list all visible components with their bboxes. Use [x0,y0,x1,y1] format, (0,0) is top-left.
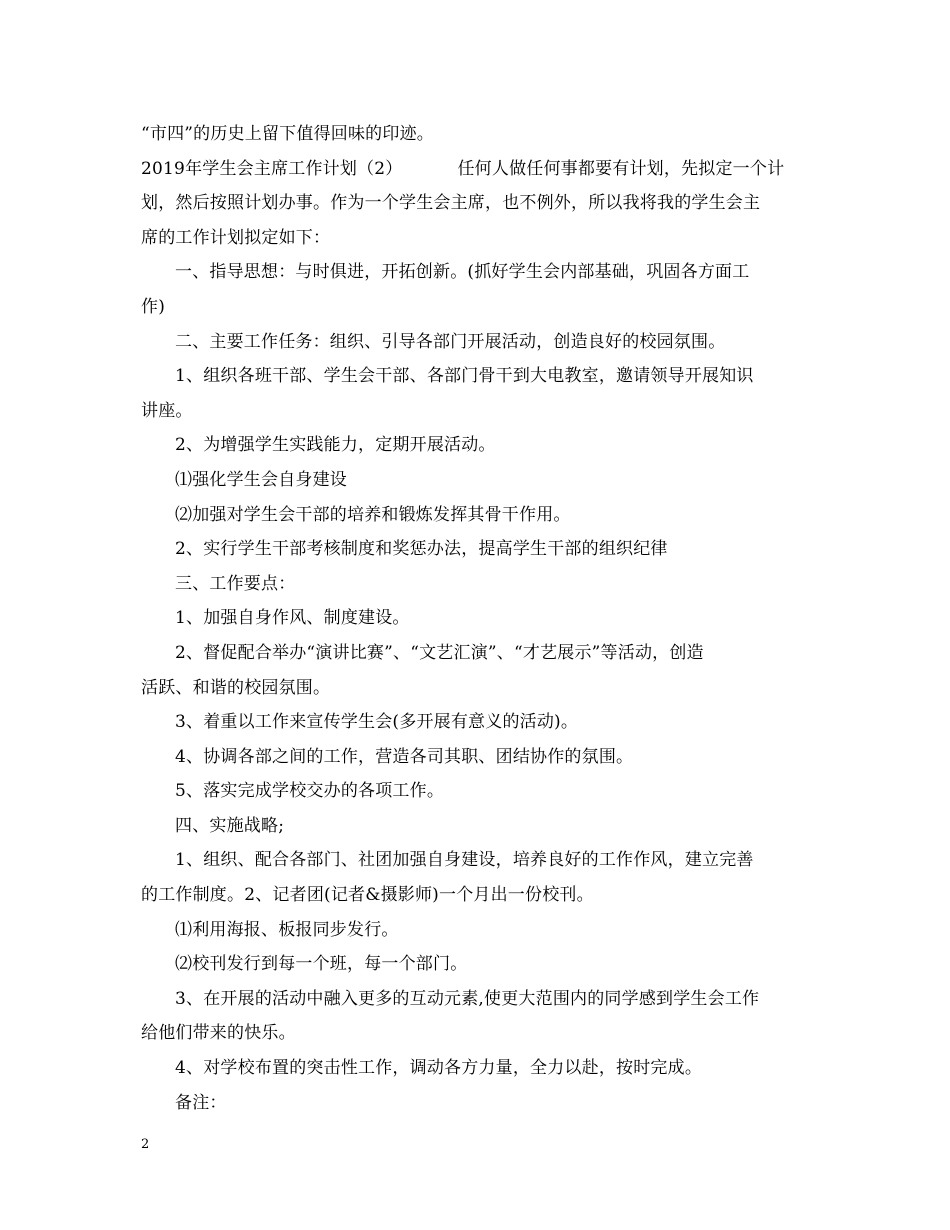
text-line [141,152,813,187]
text-line: 二、主要工作任务：组织、引导各部门开展活动，创造良好的校园氛围。 [175,331,726,352]
text-line: 4、协调各部之间的工作，营造各司其职、团结协作的氛围。 [175,746,634,767]
text-line: 2、督促配合举办“演讲比赛”、“文艺汇演”、“才艺展示”等活动，创造 [175,642,704,663]
text-line: 备注： [175,1092,227,1113]
page-number: 2 [141,1137,150,1152]
text-line: 三、工作要点： [175,573,296,594]
text-line: 划，然后按照计划办事。作为一个学生会主席，也不例外，所以我将我的学生会主 [141,193,761,214]
document-body [141,117,813,1120]
text-line: 给他们带来的快乐。 [141,1023,296,1044]
text-line: 1、组织各班干部、学生会干部、各部门骨干到大电教室，邀请领导开展知识 [175,366,754,387]
text-line: 2、为增强学生实践能力，定期开展活动。 [175,435,496,456]
text-line: 3、在开展的活动中融入更多的互动元素,使更大范围内的同学感到学生会工作 [175,988,760,1009]
text-line: 3、着重以工作来宣传学生会(多开展有意义的活动)。 [175,712,579,733]
text-line: ⑴强化学生会自身建设 [175,469,347,490]
text-line: 活跃、和谐的校园氛围。 [141,677,331,698]
text-line: ⑵校刊发行到每一个班，每一个部门。 [175,954,468,975]
text-line: 四、实施战略; [175,815,285,836]
text-line: 作) [141,296,166,317]
text-line: 讲座。 [141,400,193,421]
text-line: 1、组织、配合各部门、社团加强自身建设，培养良好的工作作风，建立完善 [175,850,754,871]
text-line-continuation: 任何人做任何事都要有计划，先拟定一个计 [457,158,785,179]
text-line: 1、加强自身作风、制度建设。 [175,608,410,629]
section-title: 2019年学生会主席工作计划（2） [141,158,403,179]
text-line: 一、指导思想：与时俱进，开拓创新。(抓好学生会内部基础，巩固各方面工 [175,262,750,283]
text-line: ⑵加强对学生会干部的培养和锻炼发挥其骨干作用。 [175,504,571,525]
text-line: 的工作制度。2、记者团(记者&摄影师)一个月出一份校刊。 [141,885,594,906]
text-line: 2、实行学生干部考核制度和奖惩办法，提高学生干部的组织纪律 [175,539,668,560]
text-line: 4、对学校布置的突击性工作，调动各方力量，全力以赴，按时完成。 [175,1058,703,1079]
text-line: ⑴利用海报、板报同步发行。 [175,919,399,940]
text-line: 5、落实完成学校交办的各项工作。 [175,781,445,802]
text-line: 席的工作计划拟定如下： [141,227,331,248]
text-line: “市四”的历史上留下值得回味的印迹。 [141,124,434,144]
